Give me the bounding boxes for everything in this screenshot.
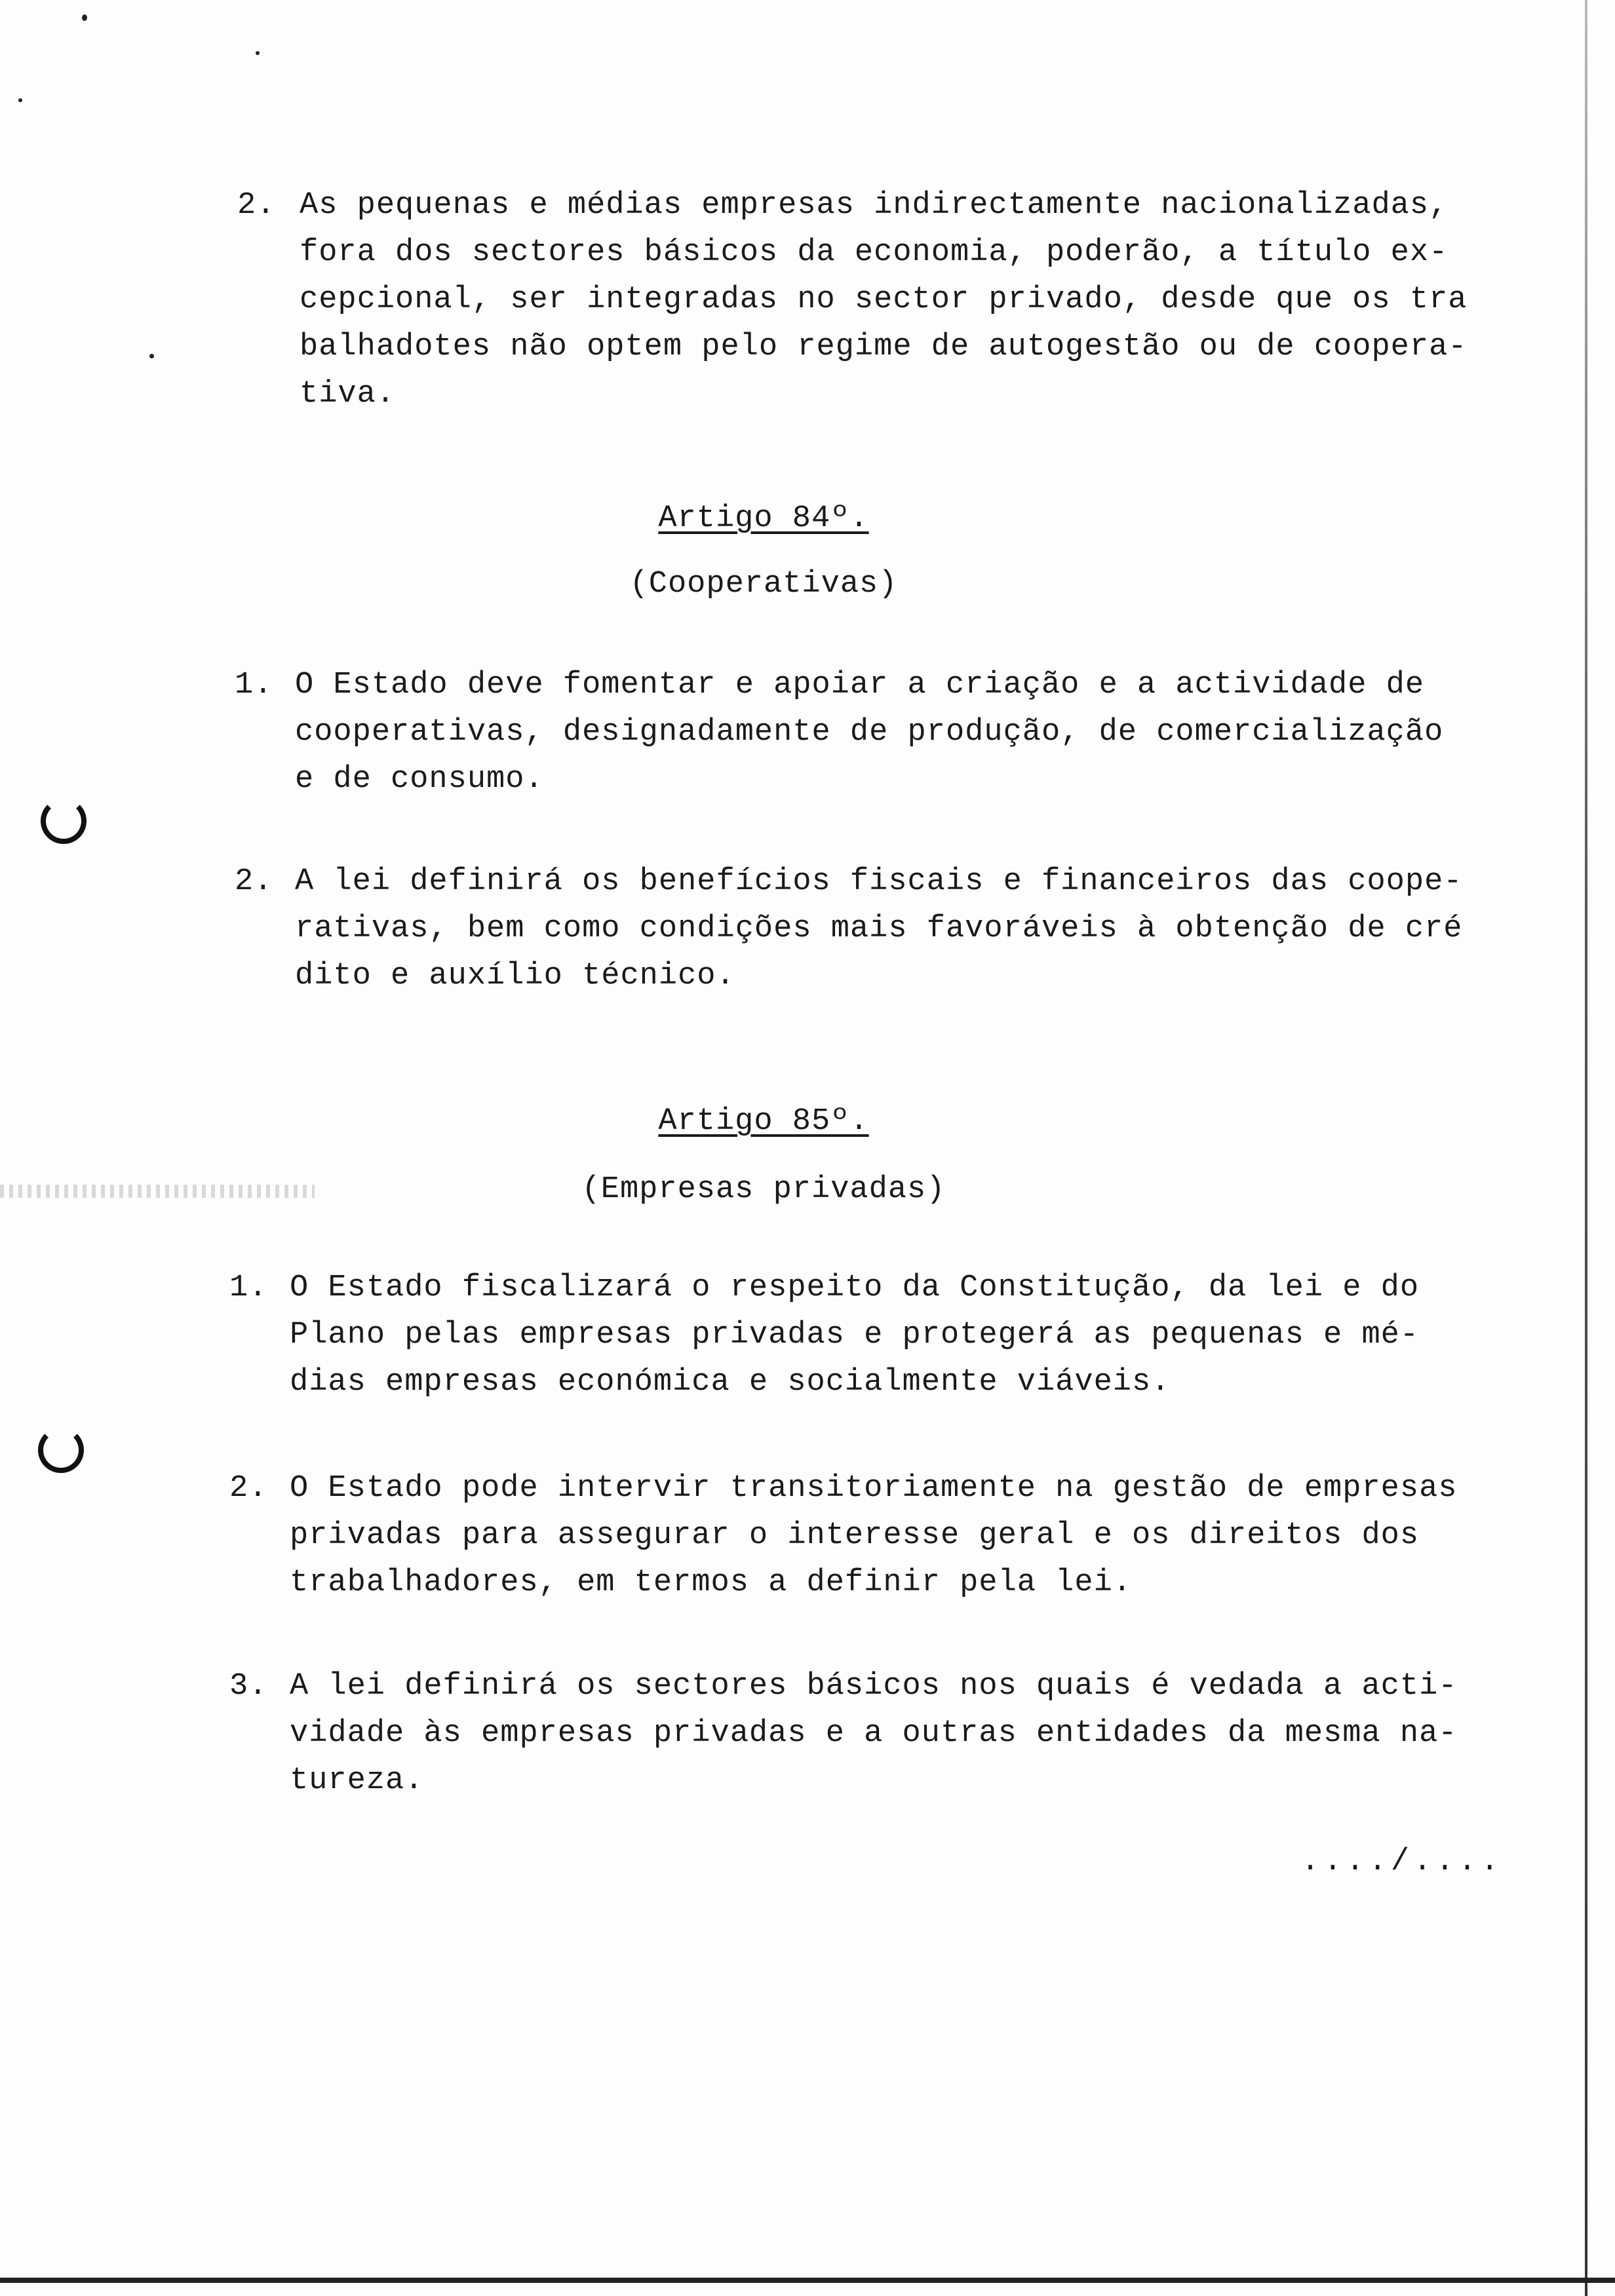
text-line: e de consumo. [295, 762, 544, 797]
text-line: O Estado deve fomentar e apoiar a criação e a actividade de [295, 668, 1425, 702]
article-84-paragraph-1 [235, 662, 1443, 803]
text-line: A lei definirá os sectores básicos nos quais é vedada a acti- [290, 1669, 1458, 1704]
text-line: O Estado fiscalizará o respeito da Constitução, da lei e do [290, 1271, 1420, 1305]
scan-speck [256, 51, 260, 55]
text-line: cepcional, ser integradas no sector privado, desde que os tra [300, 282, 1468, 317]
article-85-paragraph-1 [229, 1265, 1419, 1406]
punch-hole-mark-icon [41, 798, 87, 844]
paragraph-number: 3. [229, 1669, 268, 1704]
text-line: tureza. [290, 1763, 424, 1798]
paragraph-number: 2. [237, 188, 276, 223]
continuation-marker: ..../.... [1301, 1845, 1503, 1879]
paragraph-number: 1. [229, 1271, 268, 1305]
article-85-title [0, 1102, 1527, 1141]
article-85-paragraph-3 [229, 1663, 1457, 1805]
article-title-text: Artigo 84º. [658, 501, 869, 536]
article-84-title [0, 499, 1527, 539]
scan-speck [82, 14, 87, 21]
text-line: tiva. [300, 377, 396, 411]
paragraph-top-2 [237, 182, 1467, 418]
paragraph-number: 2. [235, 864, 273, 899]
punch-hole-mark-icon [38, 1427, 84, 1473]
text-line: vidade às empresas privadas e a outras entidades da mesma na- [290, 1716, 1458, 1751]
article-85-subtitle: (Empresas privadas) [581, 1172, 946, 1207]
scan-speck [18, 98, 22, 102]
text-line: dito e auxílio técnico. [295, 959, 735, 993]
text-line: As pequenas e médias empresas indirectamente nacionalizadas, [300, 188, 1449, 223]
text-line: privadas para assegurar o interesse geral e os direitos dos [290, 1518, 1420, 1553]
text-line: rativas, bem como condições mais favoráveis à obtenção de cré [295, 911, 1463, 946]
paragraph-number: 2. [229, 1471, 268, 1506]
text-line: fora dos sectores básicos da economia, poderão, a título ex- [300, 235, 1449, 270]
text-line: Plano pelas empresas privadas e protegerá as pequenas e mé- [290, 1318, 1420, 1352]
text-line: A lei definirá os benefícios fiscais e financeiros das coope- [295, 864, 1463, 899]
paragraph-number: 1. [235, 668, 273, 702]
text-line: O Estado pode intervir transitoriamente na gestão de empresas [290, 1471, 1458, 1506]
text-line: cooperativas, designadamente de produção, de comercialização [295, 715, 1444, 750]
scan-speck [149, 354, 154, 358]
article-84-paragraph-2 [235, 858, 1462, 1000]
page-edge-right [1585, 0, 1587, 2296]
article-title-text: Artigo 85º. [658, 1104, 869, 1139]
article-85-paragraph-2 [229, 1465, 1457, 1607]
article-84-subtitle: (Cooperativas) [629, 567, 898, 602]
text-line: trabalhadores, em termos a definir pela lei. [290, 1565, 1133, 1600]
page-edge-bottom [0, 2278, 1615, 2283]
text-line: balhadotes não optem pelo regime de autogestão ou de coopera- [300, 330, 1468, 364]
text-line: dias empresas económica e socialmente viáveis. [290, 1365, 1171, 1400]
